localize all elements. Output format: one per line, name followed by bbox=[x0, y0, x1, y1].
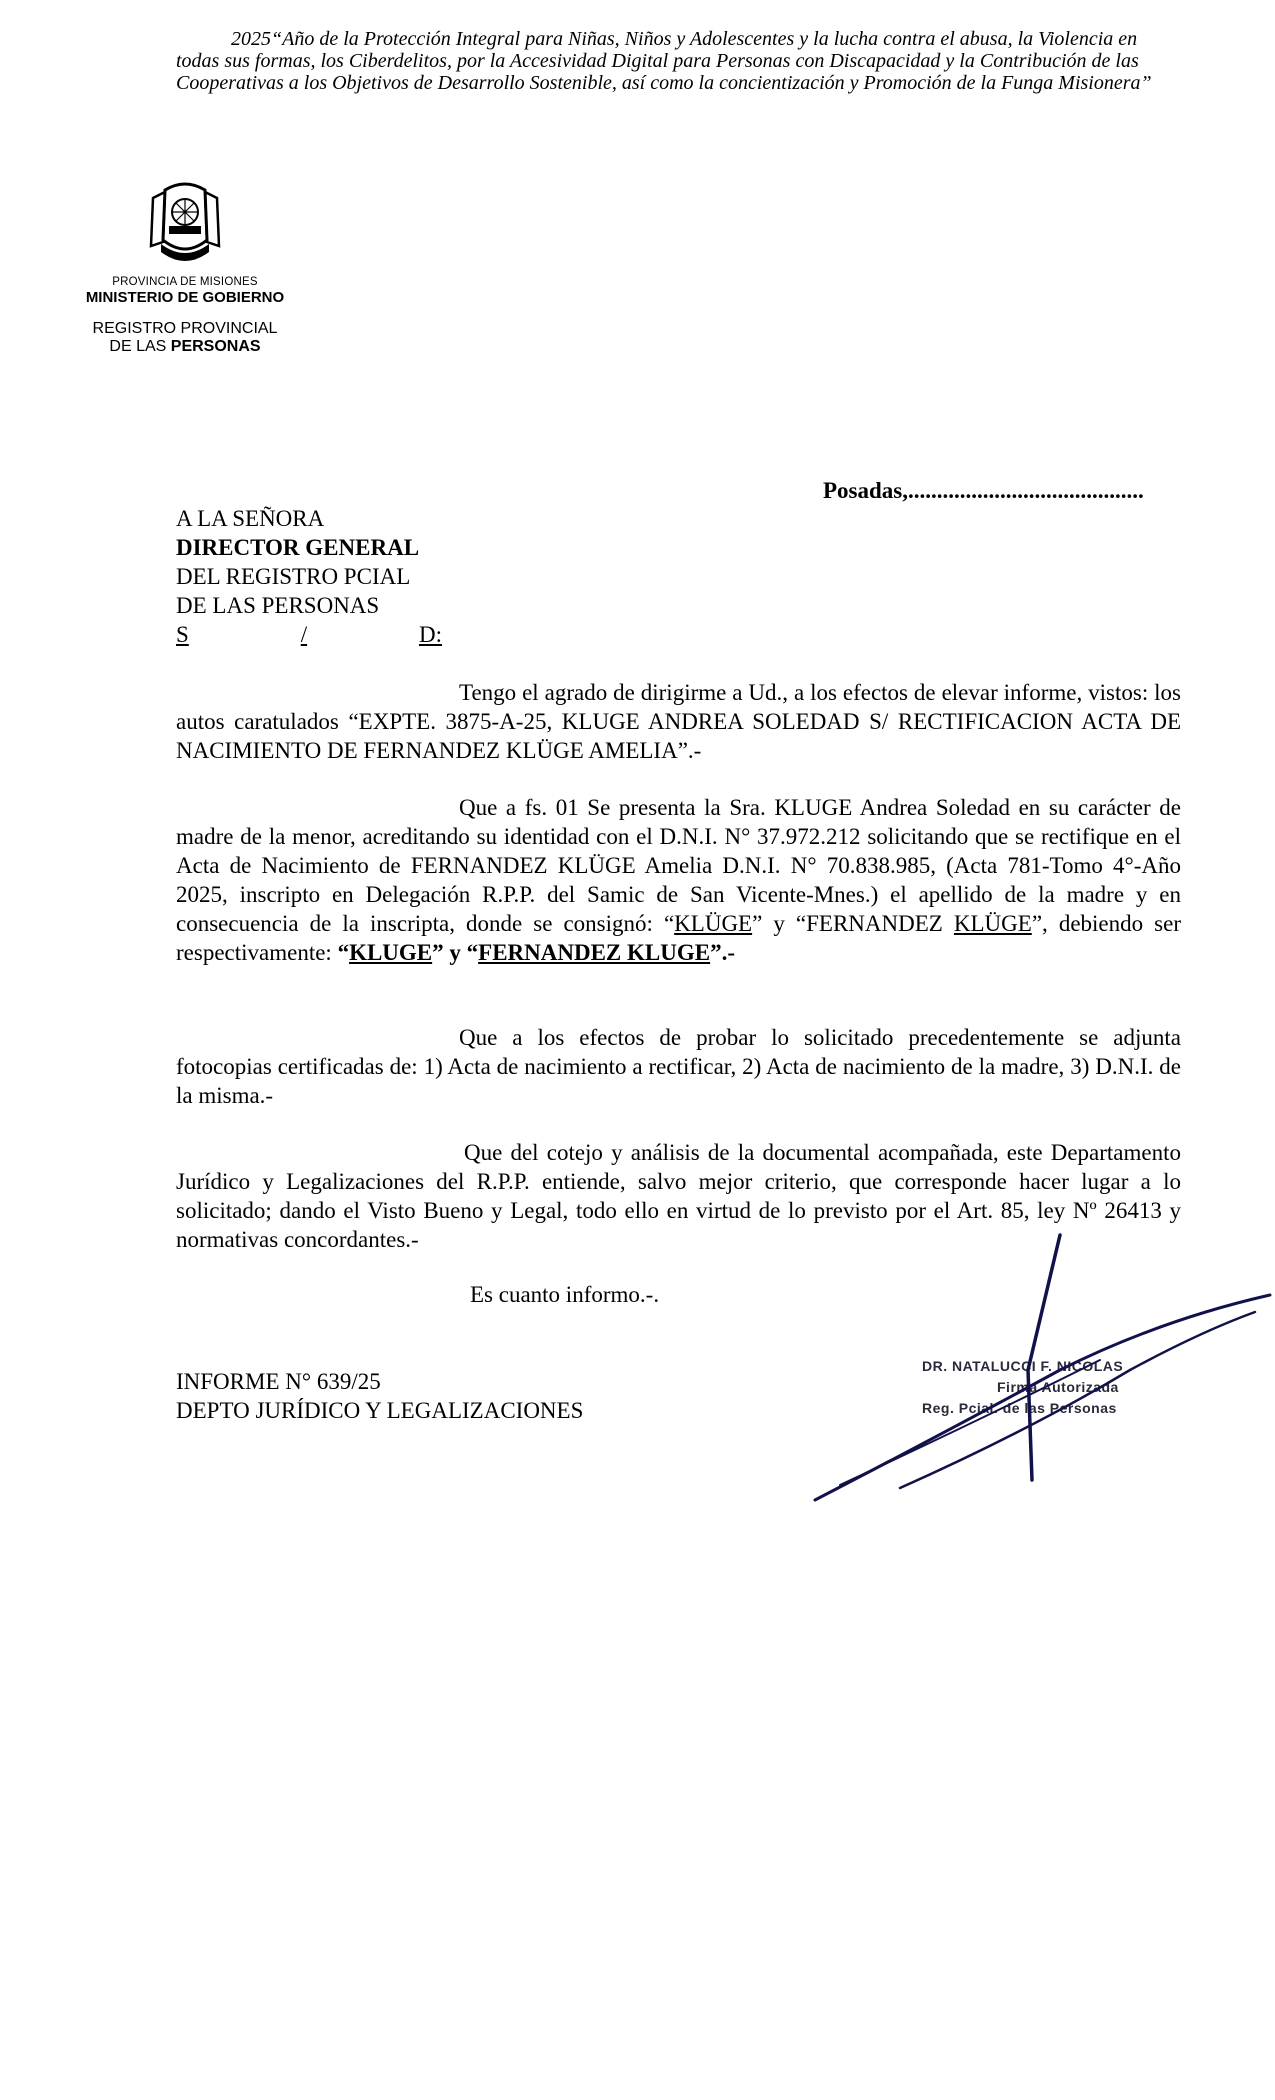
recipient-line3: DEL REGISTRO PCIAL bbox=[176, 564, 411, 589]
registry-label-line2 bbox=[60, 338, 310, 356]
p2-quote-2: ” y “ bbox=[432, 940, 479, 965]
registry-label-line1: REGISTRO PROVINCIAL bbox=[92, 320, 278, 337]
sd-s: S bbox=[176, 622, 189, 647]
sd-slash: / bbox=[300, 622, 308, 647]
p2-text-b: ” y “FERNANDEZ bbox=[752, 911, 954, 936]
recipient-block bbox=[176, 504, 446, 649]
p2-underlined-2: KLÜGE bbox=[953, 911, 1032, 936]
p2-bold-underlined-1: KLUGE bbox=[349, 940, 433, 965]
p2-end: ”.- bbox=[710, 940, 736, 965]
recipient-line1: A LA SEÑORA bbox=[176, 506, 325, 531]
paragraph-3 bbox=[176, 1023, 1181, 1110]
closing-line: Es cuanto informo.-. bbox=[470, 1282, 660, 1307]
header-motto: 2025“Año de la Protección Integral para Niñas, Niños y Adolescentes y la lucha contra el abusa, la Violencia en todas sus formas, los Ciberdelitos, por la Accesividad Digital para Personas con Discapacidad y la Contribución de las Cooperativas a los Objetivos de Desarrollo Sostenible, así como la concientización y Promoción de la Funga Misionera” bbox=[176, 28, 1152, 94]
province-label: PROVINCIA DE MISIONES bbox=[112, 276, 258, 288]
registry-prefix: DE LAS bbox=[109, 338, 171, 355]
p2-text-a: Que a fs. 01 Se presenta la Sra. KLUGE Andrea Soledad en su carácter de madre de la menor, acreditando su identidad con el D.N.I. N° 37.972.212 solicitando que se rectifique en el Acta de Nacimiento de FERNANDEZ KLÜGE Amelia D.N.I. N° 70.838.985, (Acta 781-Tomo 4°-Año 2025, inscripto en Delegación R.P.P. del Samic de San Vicente-Mnes.) el apellido de la madre y en consecuencia de la inscripta, donde se consignó: “ bbox=[176, 795, 1181, 936]
recipient-line2: DIRECTOR GENERAL bbox=[176, 535, 420, 560]
sd-d: D: bbox=[419, 622, 442, 647]
sd-line bbox=[176, 620, 442, 649]
p2-underlined-1: KLÜGE bbox=[674, 911, 753, 936]
informe-block bbox=[176, 1367, 583, 1425]
provincial-crest-icon bbox=[135, 180, 235, 272]
p2-bold-underlined-2: FERNANDEZ KLUGE bbox=[478, 940, 711, 965]
ministry-label: MINISTERIO DE GOBIERNO bbox=[85, 289, 285, 306]
logo-block bbox=[60, 180, 310, 356]
paragraph-4-text: Que del cotejo y análisis de la documental acompañada, este Departamento Jurídico y Legalizaciones del R.P.P. entiende, salvo mejor criterio, que corresponde hacer lugar a lo solicitado; dando el Visto Bueno y Legal, todo ello en virtud de lo previsto por el Art. 85, ley Nº 26413 y normativas concordantes.- bbox=[176, 1140, 1181, 1252]
informe-number: INFORME N° 639/25 bbox=[176, 1369, 381, 1394]
stamp-line1: DR. NATALUCCI F. NICOLAS bbox=[922, 1358, 1124, 1374]
paragraph-2 bbox=[176, 793, 1181, 967]
p2-text-c: ”, debiendo ser respectivamente: bbox=[176, 911, 1181, 965]
registry-bold: PERSONAS bbox=[170, 338, 261, 355]
date-line: Posadas,......................................... bbox=[823, 478, 1144, 503]
department-label: DEPTO JURÍDICO Y LEGALIZACIONES bbox=[176, 1398, 584, 1423]
paragraph-3-text: Que a los efectos de probar lo solicitado precedentemente se adjunta fotocopias certificadas de: 1) Acta de nacimiento a rectificar, 2) Acta de nacimiento de la madre, 3) D.N.I. de la misma.- bbox=[176, 1025, 1181, 1108]
stamp-line3: Reg. Pcial. de las Personas bbox=[922, 1400, 1117, 1416]
stamp-line2: Firma Autorizada bbox=[997, 1379, 1119, 1395]
handwritten-signature-icon bbox=[800, 1220, 1275, 1520]
paragraph-1 bbox=[176, 678, 1181, 765]
paragraph-1-text: Tengo el agrado de dirigirme a Ud., a los efectos de elevar informe, vistos: los autos caratulados “EXPTE. 3875-A-25, KLUGE ANDREA SOLEDAD S/ RECTIFICACION ACTA DE NACIMIENTO DE FERNANDEZ KLÜGE AMELIA”.- bbox=[176, 680, 1181, 763]
p2-quote-1: “ bbox=[337, 940, 350, 965]
recipient-line4: DE LAS PERSONAS bbox=[176, 593, 380, 618]
